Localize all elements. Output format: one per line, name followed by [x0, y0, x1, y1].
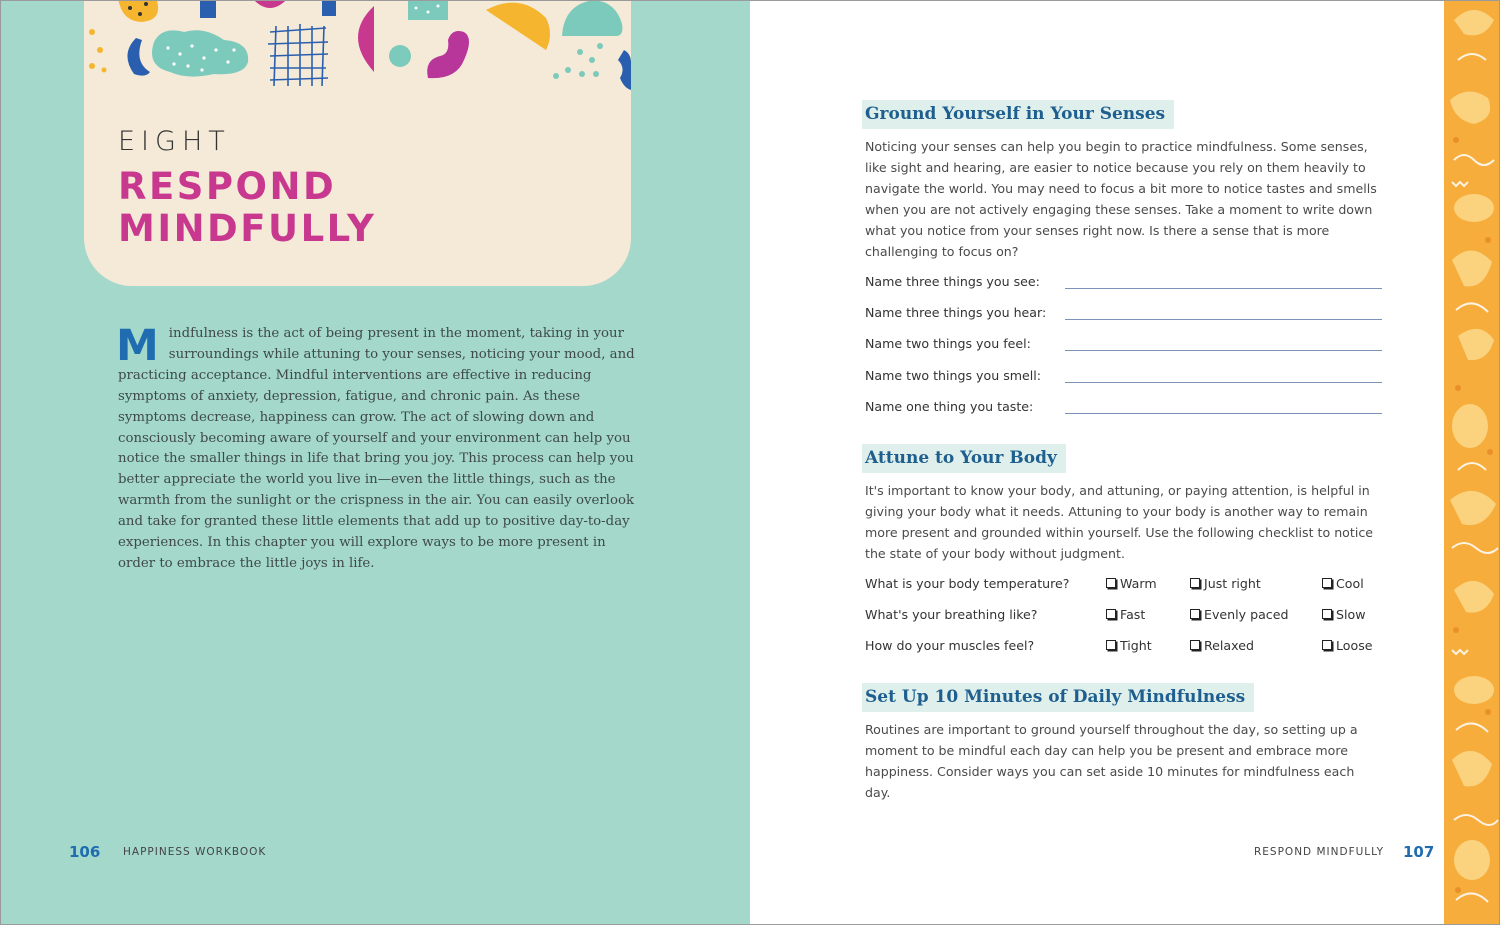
checkbox-icon[interactable]: [1190, 609, 1200, 619]
write-in-line[interactable]: [1065, 288, 1382, 289]
checklist-question: What's your breathing like?: [865, 607, 1038, 622]
checklist-row: [865, 638, 1390, 658]
running-head-left: HAPPINESS WORKBOOK: [123, 846, 267, 858]
checkbox-icon[interactable]: [1190, 578, 1200, 588]
checklist-question: How do your muscles feel?: [865, 638, 1035, 653]
checkbox-icon[interactable]: [1106, 640, 1116, 650]
drop-cap: M: [116, 321, 159, 371]
page-number-right: 107: [1403, 843, 1435, 861]
daily-heading: Set Up 10 Minutes of Daily Mindfulness: [862, 683, 1254, 712]
sense-prompt-label: Name two things you feel:: [865, 336, 1031, 351]
checkbox-option[interactable]: Just right: [1190, 576, 1261, 591]
right-page: [750, 0, 1500, 925]
checkbox-icon[interactable]: [1190, 640, 1200, 650]
checkbox-icon[interactable]: [1322, 578, 1332, 588]
checkbox-option[interactable]: Evenly paced: [1190, 607, 1288, 622]
senses-heading: Ground Yourself in Your Senses: [862, 100, 1174, 129]
checkbox-option[interactable]: Cool: [1322, 576, 1364, 591]
sense-prompt-label: Name three things you hear:: [865, 305, 1047, 320]
checkbox-icon[interactable]: [1106, 578, 1116, 588]
running-head-right: RESPOND MINDFULLY: [1254, 846, 1385, 858]
intro-text: indfulness is the act of being present in the moment, taking in your surroundings while attuning to your senses, noticing your mood, and practicing acceptance. Mindful interventions are effective in reducing symptoms of anxiety, depression, fatigue, and chronic pain. As these symptoms decrease, happiness can grow. The act of slowing down and consciously becoming aware of yourself and your environment can help you notice the smaller things in life that bring you joy. This process can help you better appreciate the world you live in—even the little things, such as the warmth from the sunlight or the crispness in the air. You can easily overlook and take for granted these little elements that add up to positive day-to-day experiences. In this chapter you will explore ways to be more present in order to embrace the little joys in life.: [118, 326, 635, 571]
checklist-question: What is your body temperature?: [865, 576, 1070, 591]
checkbox-icon[interactable]: [1106, 609, 1116, 619]
checkbox-option[interactable]: Warm: [1106, 576, 1157, 591]
write-in-line[interactable]: [1065, 382, 1382, 383]
decorative-edge-pattern: [1444, 0, 1500, 925]
checkbox-option[interactable]: Tight: [1106, 638, 1152, 653]
chapter-title-line1: RESPOND: [118, 165, 337, 208]
checkbox-option[interactable]: Relaxed: [1190, 638, 1254, 653]
checkbox-icon[interactable]: [1322, 609, 1332, 619]
checkbox-option[interactable]: Fast: [1106, 607, 1145, 622]
intro-paragraph: [116, 321, 638, 575]
sense-prompt-row: [865, 368, 1385, 388]
write-in-line[interactable]: [1065, 319, 1382, 320]
body-paragraph: It's important to know your body, and attuning, or paying attention, is helpful in giving your body what it needs. Attuning to your body is another way to remain more present and grounded within yourself. Use the following checklist to notice the state of your body without judgment.: [865, 483, 1373, 561]
sense-prompt-label: Name two things you smell:: [865, 368, 1042, 383]
checkbox-icon[interactable]: [1322, 640, 1332, 650]
sense-prompt-label: Name one thing you taste:: [865, 399, 1034, 414]
checkbox-option[interactable]: Slow: [1322, 607, 1366, 622]
sense-prompt-row: [865, 399, 1385, 419]
checkbox-option[interactable]: Loose: [1322, 638, 1373, 653]
page-number-left: 106: [69, 843, 101, 861]
chapter-title: [118, 166, 376, 250]
daily-paragraph: Routines are important to ground yourself throughout the day, so setting up a moment to be mindful each day can help you be present and embrace more happiness. Consider ways you can set aside 10 minutes for mindfulness each day.: [865, 722, 1358, 800]
write-in-line[interactable]: [1065, 350, 1382, 351]
write-in-line[interactable]: [1065, 413, 1382, 414]
chapter-title-line2: MINDFULLY: [118, 207, 377, 250]
senses-paragraph: Noticing your senses can help you begin to practice mindfulness. Some senses, like sight and hearing, are easier to notice because you rely on them heavily to navigate the world. You may need to focus a bit more to notice tastes and smells when you are not actively engaging these senses. Take a moment to write down what you notice from your senses right now. Is there a sense that is more challenging to focus on?: [865, 139, 1377, 259]
checklist-row: [865, 576, 1390, 596]
checklist-row: [865, 607, 1390, 627]
sense-prompt-row: [865, 336, 1385, 356]
body-heading: Attune to Your Body: [862, 444, 1066, 473]
sense-prompt-row: [865, 305, 1385, 325]
sense-prompt-label: Name three things you see:: [865, 274, 1040, 289]
sense-prompt-row: [865, 274, 1385, 294]
chapter-number: EIGHT: [118, 126, 231, 157]
